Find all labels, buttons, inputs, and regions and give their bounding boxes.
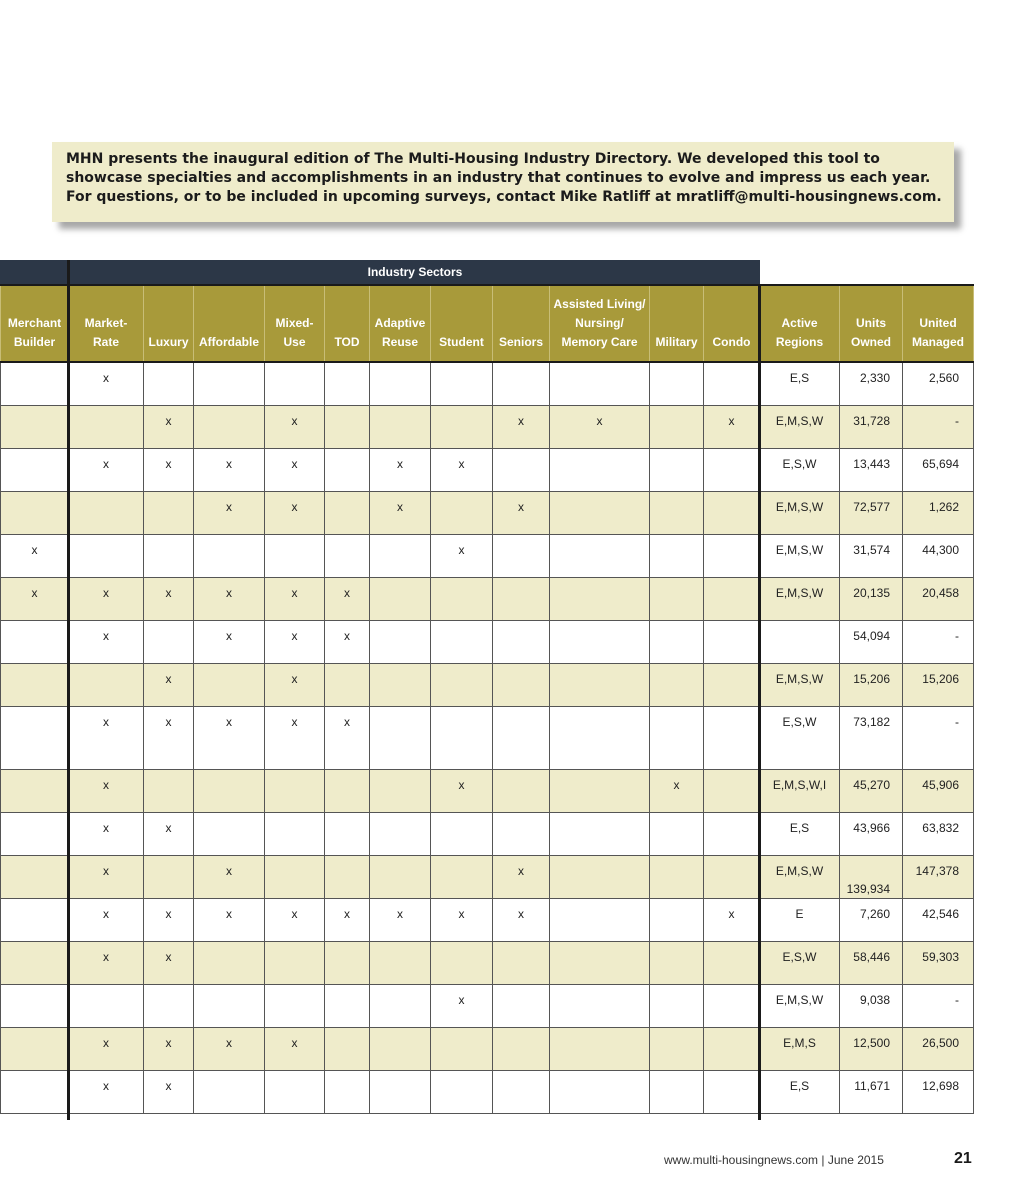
table-cell <box>325 769 370 812</box>
col-header-tod: TOD <box>325 285 370 362</box>
directory-table <box>0 284 974 1114</box>
header-row <box>1 285 974 362</box>
section-bar-left <box>0 260 67 284</box>
table-cell <box>325 534 370 577</box>
table-cell <box>650 812 704 855</box>
table-cell <box>144 362 194 405</box>
table-cell: x <box>144 405 194 448</box>
table-row <box>1 898 974 941</box>
table-cell: x <box>431 534 493 577</box>
table-row <box>1 812 974 855</box>
table-cell <box>1 941 69 984</box>
table-cell <box>493 706 550 769</box>
table-cell <box>69 405 144 448</box>
col-header-seniors: Seniors <box>493 285 550 362</box>
table-cell <box>370 941 431 984</box>
table-cell <box>194 1070 265 1113</box>
col-header-active-regions: Active Regions <box>760 285 840 362</box>
table-cell <box>370 362 431 405</box>
table-cell: E,M,S,W <box>760 855 840 898</box>
table-cell <box>431 577 493 620</box>
table-cell <box>1 1070 69 1113</box>
table-cell: x <box>69 362 144 405</box>
table-cell <box>550 663 650 706</box>
table-cell <box>431 855 493 898</box>
table-cell: E,M,S,W <box>760 491 840 534</box>
table-cell <box>69 663 144 706</box>
table-cell: x <box>325 898 370 941</box>
table-cell <box>431 620 493 663</box>
table-cell: x <box>431 984 493 1027</box>
table-cell <box>704 855 760 898</box>
table-cell <box>370 855 431 898</box>
table-cell: E,M,S,W <box>760 534 840 577</box>
table-cell <box>493 812 550 855</box>
table-cell <box>370 405 431 448</box>
table-cell: x <box>325 620 370 663</box>
table-cell <box>493 577 550 620</box>
table-cell <box>550 1070 650 1113</box>
table-cell <box>144 984 194 1027</box>
table-cell <box>1 663 69 706</box>
table-cell: 45,270 <box>840 769 903 812</box>
table-row <box>1 663 974 706</box>
table-cell: x <box>144 448 194 491</box>
table-cell <box>704 663 760 706</box>
table-cell <box>144 769 194 812</box>
table-cell <box>1 620 69 663</box>
table-cell: x <box>325 706 370 769</box>
table-cell <box>1 706 69 769</box>
table-cell: x <box>550 405 650 448</box>
table-row <box>1 941 974 984</box>
table-cell <box>704 706 760 769</box>
table-cell: 59,303 <box>903 941 974 984</box>
col-header-military: Military <box>650 285 704 362</box>
table-cell <box>431 812 493 855</box>
table-cell: - <box>903 706 974 769</box>
table-cell <box>144 620 194 663</box>
table-row <box>1 534 974 577</box>
table-cell <box>1 812 69 855</box>
table-cell <box>431 706 493 769</box>
table-cell: x <box>69 898 144 941</box>
footer-url: www.multi-housingnews.com | June 2015 <box>664 1153 884 1167</box>
table-cell <box>704 534 760 577</box>
table-cell <box>431 663 493 706</box>
table-cell <box>550 941 650 984</box>
table-cell <box>325 1070 370 1113</box>
table-cell: x <box>69 1027 144 1070</box>
table-row <box>1 706 974 769</box>
table-cell <box>650 577 704 620</box>
table-cell: x <box>194 898 265 941</box>
table-cell <box>704 941 760 984</box>
table-cell: x <box>69 620 144 663</box>
table-cell <box>265 769 325 812</box>
table-cell: 20,458 <box>903 577 974 620</box>
table-cell: x <box>69 812 144 855</box>
table-cell <box>431 362 493 405</box>
table-cell <box>550 855 650 898</box>
table-cell <box>1 405 69 448</box>
table-cell: x <box>493 491 550 534</box>
table-cell: x <box>69 855 144 898</box>
table-cell: 58,446 <box>840 941 903 984</box>
col-header-united-managed: United Managed <box>903 285 974 362</box>
table-cell <box>370 1027 431 1070</box>
table-cell: x <box>370 491 431 534</box>
table-row <box>1 448 974 491</box>
table-cell <box>704 812 760 855</box>
table-cell <box>431 405 493 448</box>
table-cell <box>550 362 650 405</box>
table-cell: 26,500 <box>903 1027 974 1070</box>
table-cell <box>1 855 69 898</box>
table-cell: x <box>194 491 265 534</box>
table-cell <box>431 491 493 534</box>
table-cell: E,M,S,W <box>760 663 840 706</box>
table-cell <box>265 984 325 1027</box>
table-cell: x <box>265 577 325 620</box>
table-cell: - <box>903 405 974 448</box>
table-cell: 42,546 <box>903 898 974 941</box>
table-cell <box>325 855 370 898</box>
table-cell: - <box>903 620 974 663</box>
table-cell <box>370 663 431 706</box>
table-cell <box>370 577 431 620</box>
table-cell: x <box>144 1070 194 1113</box>
table-cell <box>704 1027 760 1070</box>
table-cell <box>144 534 194 577</box>
table-cell: x <box>194 706 265 769</box>
table-cell <box>493 941 550 984</box>
table-cell <box>69 984 144 1027</box>
table-cell: 54,094 <box>840 620 903 663</box>
table-cell: x <box>265 405 325 448</box>
table-cell <box>325 663 370 706</box>
table-cell <box>650 620 704 663</box>
table-cell: E,S,W <box>760 941 840 984</box>
table-cell <box>1 491 69 534</box>
table-cell: x <box>144 812 194 855</box>
table-cell: x <box>370 898 431 941</box>
table-row <box>1 362 974 405</box>
table-cell: 43,966 <box>840 812 903 855</box>
table-cell: x <box>194 1027 265 1070</box>
table-cell <box>704 620 760 663</box>
table-cell <box>325 1027 370 1070</box>
table-cell: x <box>144 577 194 620</box>
table-cell <box>550 984 650 1027</box>
table-cell: - <box>903 984 974 1027</box>
table-row <box>1 984 974 1027</box>
table-cell: x <box>69 577 144 620</box>
table-cell: x <box>69 448 144 491</box>
table-cell: x <box>144 898 194 941</box>
table-cell: x <box>69 769 144 812</box>
table-cell <box>550 898 650 941</box>
table-cell <box>1 898 69 941</box>
table-cell <box>650 534 704 577</box>
table-cell <box>650 1070 704 1113</box>
table-cell <box>194 362 265 405</box>
section-label: Industry Sectors <box>70 260 760 284</box>
table-cell <box>194 941 265 984</box>
table-cell <box>265 941 325 984</box>
table-cell: 15,206 <box>840 663 903 706</box>
table-cell: E,S,W <box>760 448 840 491</box>
table-cell <box>704 1070 760 1113</box>
table-cell: 12,698 <box>903 1070 974 1113</box>
table-cell <box>650 984 704 1027</box>
table-row <box>1 620 974 663</box>
table-cell: 15,206 <box>903 663 974 706</box>
table-cell <box>704 362 760 405</box>
table-cell <box>493 448 550 491</box>
table-cell <box>370 812 431 855</box>
table-cell: E <box>760 898 840 941</box>
table-cell <box>550 769 650 812</box>
table-cell <box>370 769 431 812</box>
table-cell: E,S,W <box>760 706 840 769</box>
table-row <box>1 855 974 898</box>
table-cell <box>144 855 194 898</box>
table-cell <box>650 405 704 448</box>
table-cell: x <box>194 620 265 663</box>
table-cell: 72,577 <box>840 491 903 534</box>
table-cell <box>325 812 370 855</box>
table-cell: E,S <box>760 812 840 855</box>
table-cell <box>650 362 704 405</box>
table-cell <box>325 448 370 491</box>
table-cell: 65,694 <box>903 448 974 491</box>
table-cell <box>650 1027 704 1070</box>
table-cell <box>704 491 760 534</box>
table-cell: x <box>144 706 194 769</box>
table-cell: 13,443 <box>840 448 903 491</box>
table-cell <box>704 577 760 620</box>
table-cell <box>194 812 265 855</box>
table-cell <box>144 491 194 534</box>
col-header-affordable: Affordable <box>194 285 265 362</box>
table-cell <box>370 706 431 769</box>
table-cell <box>650 855 704 898</box>
table-cell: x <box>69 941 144 984</box>
table-cell: x <box>650 769 704 812</box>
table-cell <box>493 769 550 812</box>
column-separator-left <box>67 260 70 1120</box>
table-row <box>1 405 974 448</box>
table-cell <box>704 448 760 491</box>
table-cell: 31,728 <box>840 405 903 448</box>
table-cell: E,S <box>760 362 840 405</box>
table-cell <box>550 491 650 534</box>
table-cell <box>550 577 650 620</box>
table-cell: x <box>1 577 69 620</box>
table-cell: x <box>431 769 493 812</box>
col-header-mixed-use: Mixed- Use <box>265 285 325 362</box>
table-cell <box>760 620 840 663</box>
table-cell <box>370 984 431 1027</box>
table-cell: x <box>265 620 325 663</box>
table-cell <box>493 534 550 577</box>
table-cell <box>650 898 704 941</box>
table-cell: x <box>265 491 325 534</box>
table-cell <box>650 491 704 534</box>
table-cell: E,M,S,W <box>760 984 840 1027</box>
col-header-merchant-builder: Merchant Builder <box>1 285 69 362</box>
col-header-market-rate: Market- Rate <box>69 285 144 362</box>
table-cell <box>325 405 370 448</box>
table-cell <box>370 1070 431 1113</box>
table-cell: x <box>69 706 144 769</box>
table-row <box>1 577 974 620</box>
table-cell: x <box>144 941 194 984</box>
table-cell: x <box>144 663 194 706</box>
table-cell <box>194 663 265 706</box>
table-cell: x <box>493 855 550 898</box>
table-cell <box>370 620 431 663</box>
table-cell: 2,330 <box>840 362 903 405</box>
table-cell <box>704 984 760 1027</box>
table-cell: E,M,S,W <box>760 405 840 448</box>
table-cell: x <box>431 448 493 491</box>
table-cell: x <box>493 898 550 941</box>
table-cell <box>325 362 370 405</box>
table-cell <box>194 534 265 577</box>
table-cell: x <box>69 1070 144 1113</box>
table-cell: x <box>144 1027 194 1070</box>
table-cell: x <box>265 663 325 706</box>
table-cell: 147,378 <box>903 855 974 898</box>
table-cell <box>1 769 69 812</box>
table-row <box>1 769 974 812</box>
table-cell: x <box>325 577 370 620</box>
col-header-luxury: Luxury <box>144 285 194 362</box>
table-cell <box>69 534 144 577</box>
table-cell: x <box>265 706 325 769</box>
table-cell: 2,560 <box>903 362 974 405</box>
table-cell: 1,262 <box>903 491 974 534</box>
table-cell <box>1 448 69 491</box>
col-header-condo: Condo <box>704 285 760 362</box>
table-cell <box>1 362 69 405</box>
table-cell <box>704 769 760 812</box>
table-cell <box>265 812 325 855</box>
table-cell <box>493 1070 550 1113</box>
table-cell <box>325 491 370 534</box>
table-cell: 73,182 <box>840 706 903 769</box>
table-cell: x <box>493 405 550 448</box>
table-cell: x <box>704 898 760 941</box>
table-cell <box>550 620 650 663</box>
table-cell <box>431 1070 493 1113</box>
table-cell: 31,574 <box>840 534 903 577</box>
table-cell <box>1 1027 69 1070</box>
table-cell: 44,300 <box>903 534 974 577</box>
table-cell <box>69 491 144 534</box>
table-cell <box>550 448 650 491</box>
table-cell <box>1 984 69 1027</box>
table-cell: 20,135 <box>840 577 903 620</box>
table-cell <box>265 534 325 577</box>
table-cell: x <box>194 577 265 620</box>
table-cell <box>493 620 550 663</box>
table-cell <box>265 855 325 898</box>
table-body <box>1 362 974 1113</box>
table-cell <box>194 984 265 1027</box>
table-cell: x <box>194 855 265 898</box>
table-cell: x <box>1 534 69 577</box>
table-cell <box>265 1070 325 1113</box>
table-cell: 12,500 <box>840 1027 903 1070</box>
table-cell <box>493 1027 550 1070</box>
table-cell: 139,934 <box>840 855 903 898</box>
table-cell <box>325 984 370 1027</box>
table-cell <box>431 941 493 984</box>
table-cell <box>650 706 704 769</box>
column-separator-right <box>758 284 761 1120</box>
table-cell: 45,906 <box>903 769 974 812</box>
table-cell: x <box>265 1027 325 1070</box>
table-cell <box>650 941 704 984</box>
table-cell <box>493 362 550 405</box>
intro-box: MHN presents the inaugural edition of The Multi-Housing Industry Directory. We developed this tool to showcase specialties and accomplishments in an industry that continues to evolve and impress us each year. For questions, or to be included in upcoming surveys, contact Mike Ratliff at mratliff@multi-housingnews.com. <box>52 142 954 222</box>
table-cell: x <box>431 898 493 941</box>
col-header-units-owned: Units Owned <box>840 285 903 362</box>
table-cell <box>265 362 325 405</box>
table-row <box>1 1027 974 1070</box>
table-cell <box>550 706 650 769</box>
table-cell <box>550 1027 650 1070</box>
table-cell: E,M,S,W <box>760 577 840 620</box>
table-cell: x <box>370 448 431 491</box>
col-header-assisted-living: Assisted Living/ Nursing/ Memory Care <box>550 285 650 362</box>
table-cell <box>194 769 265 812</box>
table-cell: E,M,S <box>760 1027 840 1070</box>
table-cell <box>650 663 704 706</box>
table-cell: E,M,S,W,I <box>760 769 840 812</box>
table-cell: E,S <box>760 1070 840 1113</box>
table-cell: 9,038 <box>840 984 903 1027</box>
page-number: 21 <box>954 1150 972 1167</box>
table-cell: x <box>704 405 760 448</box>
table-cell: x <box>265 448 325 491</box>
table-cell <box>550 812 650 855</box>
table-cell <box>493 663 550 706</box>
table-cell <box>431 1027 493 1070</box>
table-cell: x <box>265 898 325 941</box>
table-cell <box>370 534 431 577</box>
col-header-adaptive-reuse: Adaptive Reuse <box>370 285 431 362</box>
table-cell: 11,671 <box>840 1070 903 1113</box>
table-cell: 7,260 <box>840 898 903 941</box>
col-header-student: Student <box>431 285 493 362</box>
table-cell <box>650 448 704 491</box>
table-cell <box>493 984 550 1027</box>
table-cell: 63,832 <box>903 812 974 855</box>
table-row <box>1 1070 974 1113</box>
table-cell <box>194 405 265 448</box>
table-cell <box>325 941 370 984</box>
table-cell <box>550 534 650 577</box>
table-row <box>1 491 974 534</box>
table-cell: x <box>194 448 265 491</box>
